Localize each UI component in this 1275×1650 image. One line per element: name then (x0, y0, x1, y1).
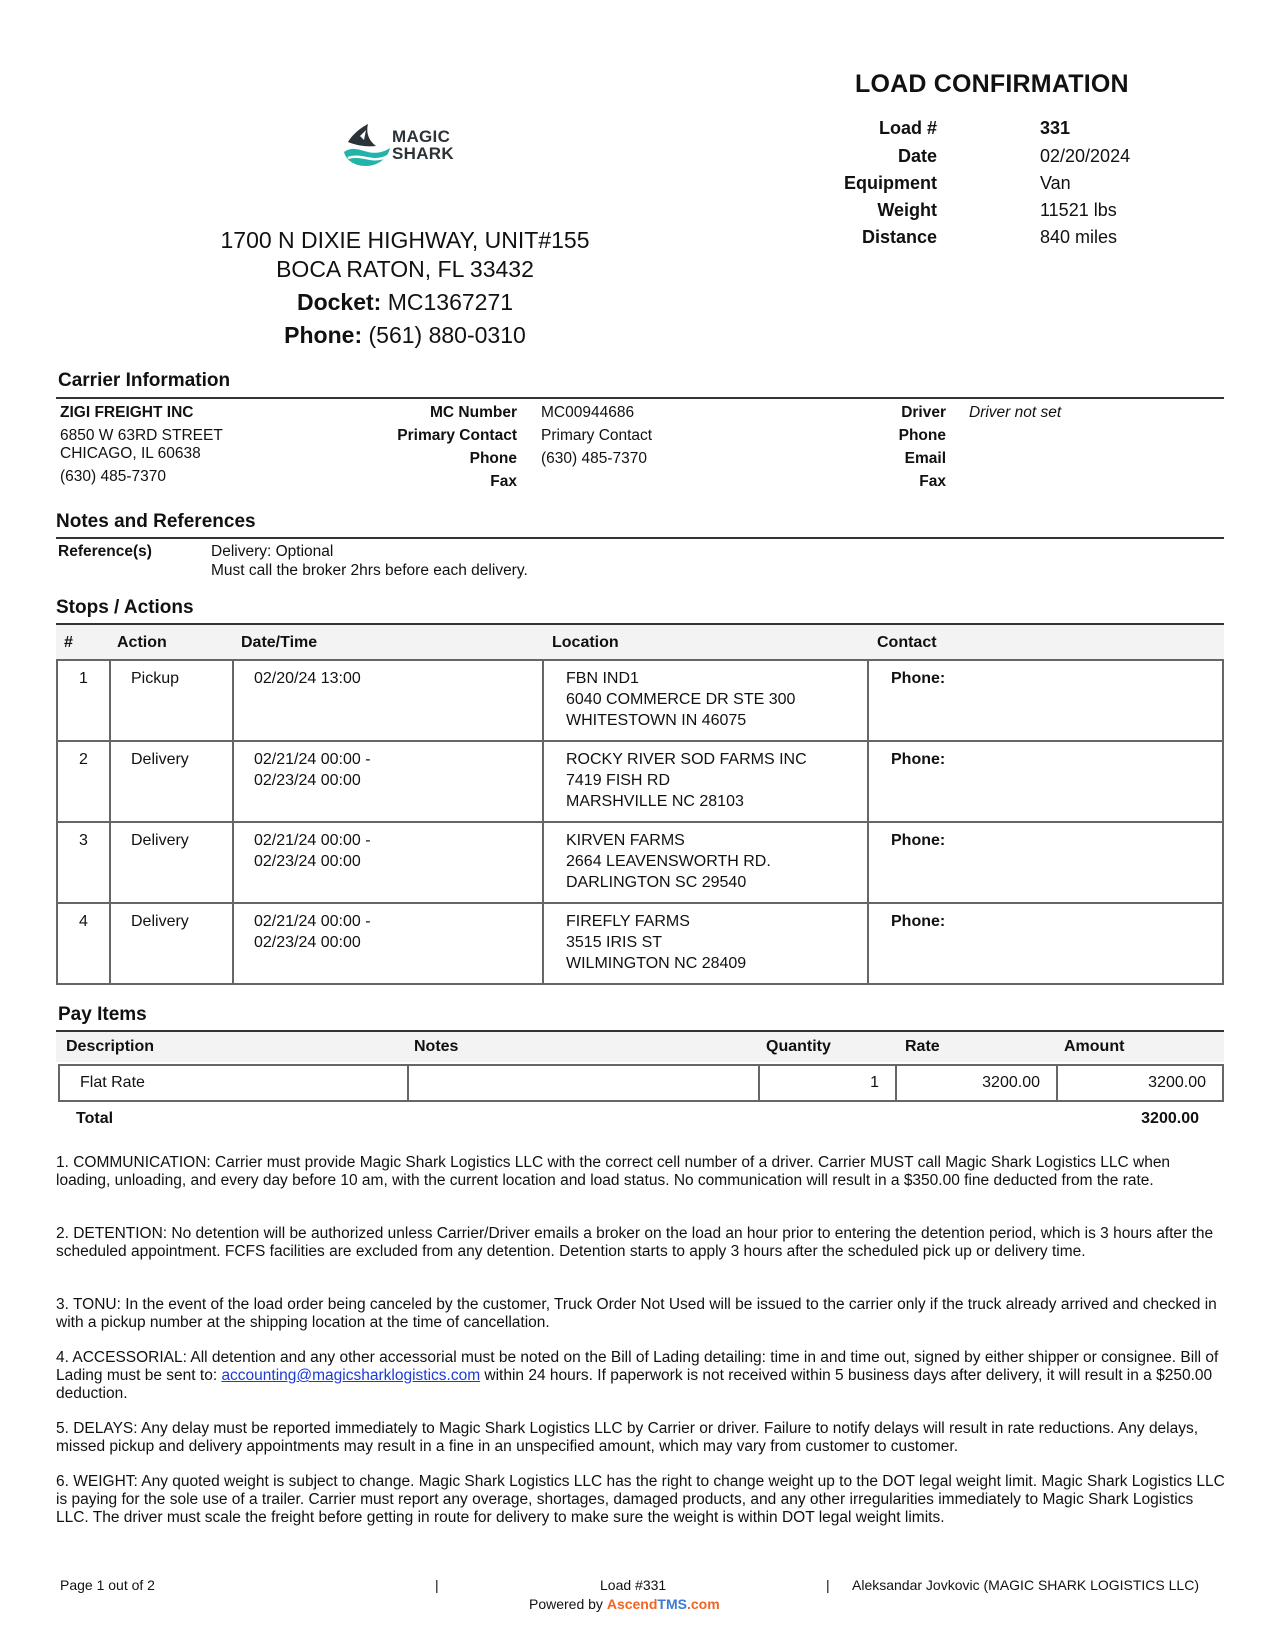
primary-contact-value: Primary Contact (541, 427, 653, 444)
stop-action: Delivery (110, 903, 233, 984)
references-line2: Must call the broker 2hrs before each delivery. (211, 562, 528, 579)
powered-by-text: Powered by (529, 1596, 607, 1612)
carrier-contact-phone-value: (630) 485-7370 (541, 450, 647, 467)
table-row (57, 822, 1223, 903)
broker-address-line2: BOCA RATON, FL 33432 (276, 256, 534, 282)
stop-location-street: 7419 FISH RD (566, 772, 671, 789)
docket-value: MC1367271 (387, 289, 514, 315)
stop-location (543, 660, 868, 741)
table-row (57, 741, 1223, 822)
equipment-label: Equipment (844, 173, 937, 193)
stops-header-datetime: Date/Time (241, 634, 318, 651)
date-label: Date (897, 146, 937, 166)
driver-email-label: Email (904, 450, 946, 467)
stops-header-num: # (64, 634, 73, 651)
footer-powered-by (529, 1596, 720, 1612)
stop-datetime-end: 02/23/24 00:00 (254, 853, 361, 870)
brand-tms: TMS (657, 1596, 687, 1612)
stop-contact: Phone: (868, 660, 1223, 741)
pay-item-quantity: 1 (758, 1064, 897, 1102)
stops-table (56, 659, 1224, 985)
mc-number-label: MC Number (430, 404, 517, 421)
notes-divider (56, 537, 1224, 539)
table-row (57, 903, 1223, 984)
phone-value: (561) 880-0310 (368, 322, 526, 348)
shark-fin-icon (342, 120, 394, 176)
table-row (57, 660, 1223, 741)
carrier-fax-label: Fax (490, 473, 517, 490)
stop-location-name: FIREFLY FARMS (566, 913, 690, 930)
stop-datetime (233, 822, 543, 903)
pay-table-header (56, 1032, 1224, 1062)
carrier-city: CHICAGO, IL 60638 (60, 445, 201, 462)
magic-shark-logo (342, 120, 467, 176)
stops-section-title: Stops / Actions (56, 597, 194, 618)
term-accessorial (56, 1349, 1226, 1403)
pay-header-notes: Notes (414, 1038, 459, 1055)
stop-contact: Phone: (868, 822, 1223, 903)
mc-number-value: MC00944686 (541, 404, 635, 421)
carrier-divider (56, 397, 1224, 399)
term-weight: 6. WEIGHT: Any quoted weight is subject to change. Magic Shark Logistics LLC has the right to change weight up to the DOT legal weight limit. Magic Shark Logistics LLC is paying for the sole use of a trailer. Carrier must report any overage, shortages, damaged products, and any other irregularities immediately to Magic Shark Logistics LLC. The driver must scale the freight before getting in route for delivery to make sure the weight is within DOT legal weight limits. (56, 1473, 1225, 1526)
phone-label: Phone: (284, 322, 363, 348)
stop-datetime (233, 741, 543, 822)
stop-location (543, 741, 868, 822)
stop-location-street: 6040 COMMERCE DR STE 300 (566, 691, 796, 708)
docket-label: Docket: (296, 289, 382, 315)
footer-load: Load #331 (600, 1577, 667, 1593)
driver-phone-label: Phone (898, 427, 946, 444)
stop-location (543, 903, 868, 984)
weight-value: 11521 lbs (1040, 200, 1117, 220)
stop-location-city: WILMINGTON NC 28409 (566, 955, 747, 972)
driver-fax-label: Fax (919, 473, 946, 490)
logo-line-1: MAGIC (392, 127, 451, 146)
carrier-contact-phone-label: Phone (469, 450, 517, 467)
stop-location (543, 822, 868, 903)
term-tonu: 3. TONU: In the event of the load order being canceled by the customer, Truck Order Not Used will be issued to the carrier only if the truck already arrived and checked in with a pickup number at the shipping location at the time of cancellation. (56, 1296, 1217, 1331)
document-title: LOAD CONFIRMATION (855, 70, 1129, 98)
equipment-value: Van (1040, 173, 1071, 193)
stops-table-header (56, 625, 1224, 661)
load-number-label: Load # (878, 118, 937, 138)
carrier-street: 6850 W 63RD STREET (60, 427, 223, 444)
load-number-value: 331 (1040, 118, 1071, 138)
pay-header-description: Description (66, 1038, 155, 1055)
weight-label: Weight (877, 200, 937, 220)
stop-datetime (233, 660, 543, 741)
pay-section-title: Pay Items (58, 1004, 147, 1025)
stops-header-location: Location (552, 634, 619, 651)
primary-contact-label: Primary Contact (397, 427, 517, 444)
pay-header-amount: Amount (1064, 1038, 1125, 1055)
brand-dotcom: .com (686, 1596, 720, 1612)
stop-datetime-start: 02/21/24 00:00 - (254, 913, 371, 930)
stop-location-city: WHITESTOWN IN 46075 (566, 712, 747, 729)
logo-line-2: SHARK (392, 144, 454, 163)
stop-location-name: KIRVEN FARMS (566, 832, 685, 849)
stop-datetime-end: 02/23/24 00:00 (254, 772, 361, 789)
carrier-name: ZIGI FREIGHT INC (60, 404, 194, 421)
footer-separator: | (435, 1577, 439, 1593)
pay-total-label: Total (76, 1110, 114, 1127)
stop-number: 3 (57, 822, 110, 903)
pay-header-rate: Rate (905, 1038, 940, 1055)
stop-action: Pickup (110, 660, 233, 741)
term-accessorial-text-a: 4. ACCESSORIAL: All detention and any other accessorial must be noted on the Bill of Lading detailing: time in and time out, signed by either shipper or consignee. Bill of Lading must be sent to: (56, 1349, 1219, 1384)
stop-contact: Phone: (868, 903, 1223, 984)
term-accessorial-text-b: within 24 hours. If paperwork is not received within 5 business days after delivery, it will result in a $250.00 deduction. (56, 1367, 1213, 1402)
term-delays: 5. DELAYS: Any delay must be reported immediately to Magic Shark Logistics LLC by Carrier or driver. Failure to notify delays will result in rate reductions. Any delays, missed pickup and delivery appointments may result in a fine in an unspecified amount, which may vary from customer to customer. (56, 1420, 1199, 1455)
distance-value: 840 miles (1040, 227, 1118, 247)
broker-address-line1: 1700 N DIXIE HIGHWAY, UNIT#155 (220, 227, 590, 253)
stop-location-city: MARSHVILLE NC 28103 (566, 793, 744, 810)
stop-datetime-start: 02/21/24 00:00 - (254, 832, 371, 849)
references-label: Reference(s) (58, 543, 152, 560)
pay-total-value: 3200.00 (1141, 1110, 1199, 1127)
carrier-phone: (630) 485-7370 (60, 468, 166, 485)
stop-contact: Phone: (868, 741, 1223, 822)
stop-datetime-start: 02/21/24 00:00 - (254, 751, 371, 768)
stop-number: 2 (57, 741, 110, 822)
footer-user: Aleksandar Jovkovic (MAGIC SHARK LOGISTICS LLC) (852, 1577, 1199, 1593)
driver-value: Driver not set (969, 404, 1062, 421)
pay-header-quantity: Quantity (766, 1038, 831, 1055)
notes-section-title: Notes and References (56, 511, 256, 532)
stop-location-name: ROCKY RIVER SOD FARMS INC (566, 751, 807, 768)
carrier-section-title: Carrier Information (58, 370, 231, 391)
stop-datetime-end: 02/23/24 00:00 (254, 934, 361, 951)
footer-page: Page 1 out of 2 (60, 1577, 155, 1593)
pay-item-description: Flat Rate (58, 1064, 409, 1102)
pay-item-notes (407, 1064, 760, 1102)
footer-separator: | (826, 1577, 830, 1593)
brand-ascend: Ascend (606, 1596, 658, 1612)
broker-docket (105, 289, 705, 316)
distance-label: Distance (861, 227, 937, 247)
stop-number: 4 (57, 903, 110, 984)
stop-datetime (233, 903, 543, 984)
broker-phone (105, 322, 705, 349)
driver-label: Driver (901, 404, 946, 421)
stops-header-contact: Contact (877, 634, 937, 651)
stop-action: Delivery (110, 822, 233, 903)
pay-item-amount: 3200.00 (1056, 1064, 1224, 1102)
stop-location-street: 2664 LEAVENSWORTH RD. (566, 853, 771, 870)
references-line1: Delivery: Optional (211, 543, 334, 560)
term-communication: 1. COMMUNICATION: Carrier must provide Magic Shark Logistics LLC with the correct cell number of a driver. Carrier MUST call Magic Shark Logistics LLC when loading, unloading, and every day before 10 am, with the current location and load status. No communication will result in a $350.00 fine deducted from the rate. (56, 1154, 1171, 1189)
stop-location-name: FBN IND1 (566, 670, 639, 687)
date-value: 02/20/2024 (1040, 146, 1131, 166)
stop-location-city: DARLINGTON SC 29540 (566, 874, 747, 891)
stop-location-street: 3515 IRIS ST (566, 934, 663, 951)
pay-item-rate: 3200.00 (895, 1064, 1058, 1102)
stop-datetime-start: 02/20/24 13:00 (254, 670, 361, 687)
stops-header-action: Action (117, 634, 167, 651)
stop-action: Delivery (110, 741, 233, 822)
term-detention: 2. DETENTION: No detention will be authorized unless Carrier/Driver emails a broker on the load an hour prior to entering the detention period, which is 3 hours after the scheduled appointment. FCFS facilities are excluded from any detention. Detention starts to apply 3 hours after the scheduled pick up or delivery time. (56, 1225, 1214, 1260)
stop-number: 1 (57, 660, 110, 741)
accounting-email-link[interactable]: accounting@magicsharklogistics.com (221, 1367, 481, 1384)
